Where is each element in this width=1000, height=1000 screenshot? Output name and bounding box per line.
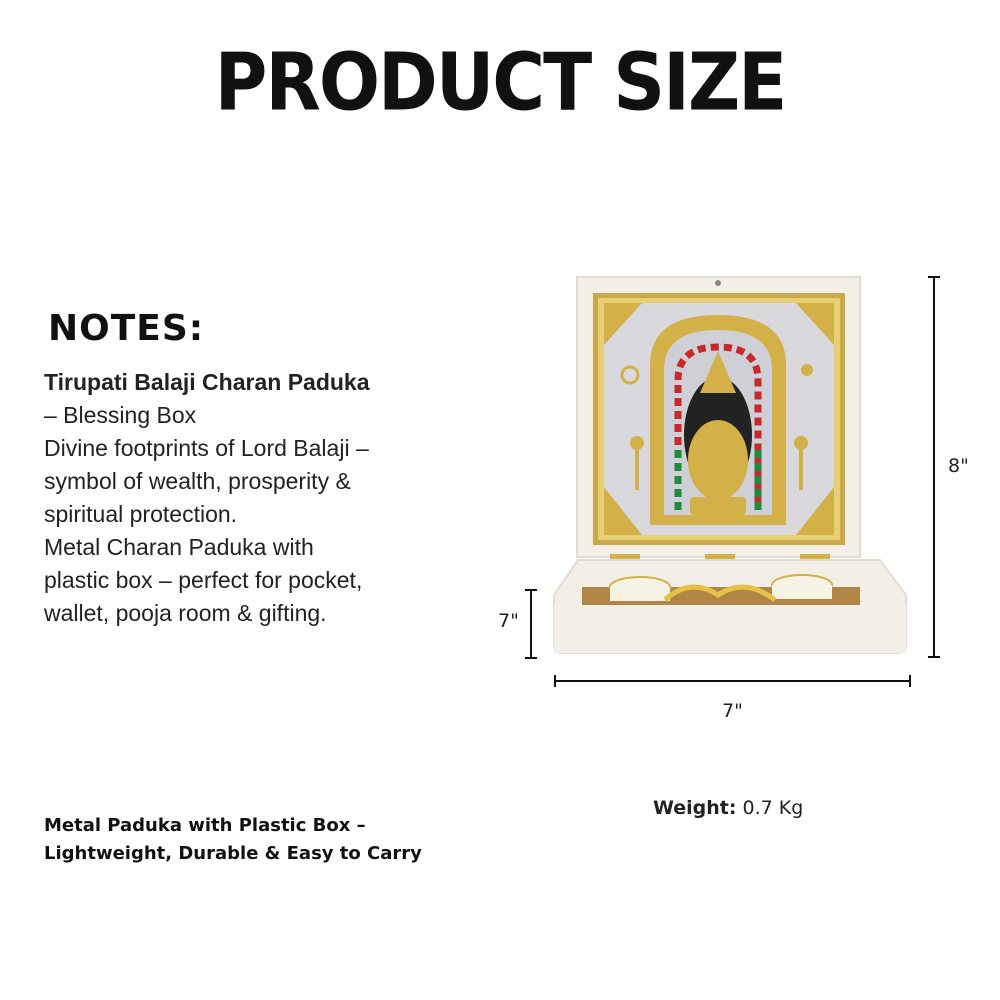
notes-line-3: Metal Charan Paduka with plastic box – perfect for pocket, wallet, pooja room & gifting. xyxy=(44,534,363,626)
page-title: PRODUCT SIZE xyxy=(214,35,786,129)
product-image xyxy=(540,265,940,695)
notes-heading: NOTES: xyxy=(48,308,205,349)
notes-body xyxy=(44,366,374,630)
weight-info xyxy=(653,797,803,819)
depth-dimension-line xyxy=(524,588,538,660)
weight-value: 0.7 Kg xyxy=(736,797,804,819)
product-name: Tirupati Balaji Charan Paduka xyxy=(44,369,370,395)
notes-line-1: – Blessing Box xyxy=(44,402,197,428)
height-dimension-label: 8" xyxy=(948,455,969,477)
weight-label: Weight: xyxy=(653,797,737,819)
width-dimension-label: 7" xyxy=(722,700,743,722)
footer-note: Metal Paduka with Plastic Box – Lightweight, Durable & Easy to Carry xyxy=(44,815,422,864)
notes-line-2: Divine footprints of Lord Balaji – symbol of wealth, prosperity & spiritual protection. xyxy=(44,435,369,527)
depth-dimension-label: 7" xyxy=(498,610,519,632)
notes-paragraph-1 xyxy=(44,366,374,432)
